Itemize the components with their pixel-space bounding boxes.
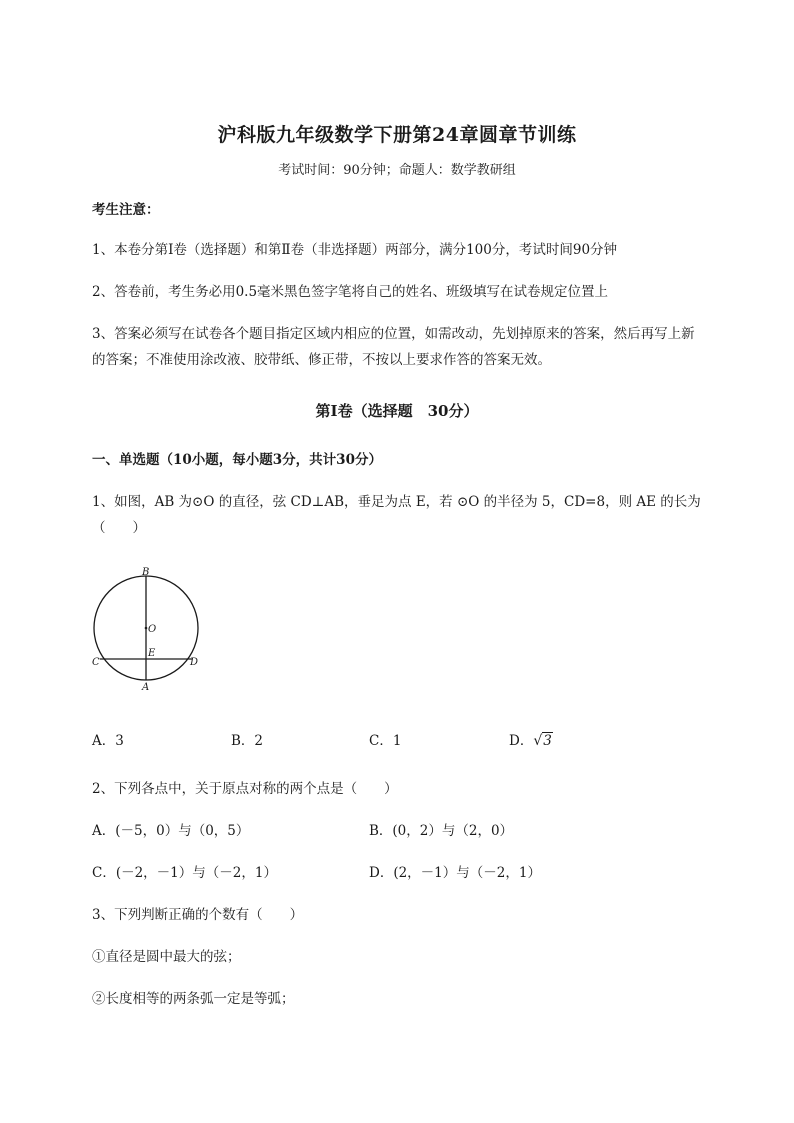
label-c: C — [92, 657, 100, 668]
section-title: 第I卷（选择题 30分） — [315, 402, 479, 420]
label-d: D — [190, 657, 199, 668]
q1-option-c: C．1 — [369, 733, 402, 749]
page-title: 沪科版九年级数学下册第24章圆章节训练 — [217, 124, 577, 146]
q3-statement-2: ②长度相等的两条弧一定是等弧； — [92, 991, 295, 1007]
center-point — [145, 627, 148, 630]
sqrt-radicand: 3 — [543, 733, 552, 749]
part-heading: 一、单选题（10小题，每小题3分，共计30分） — [92, 452, 382, 468]
q2-option-c: C．(－2，－1）与（－2，1） — [92, 865, 277, 881]
notice-item-2: 2、答卷前，考生务必用0.5毫米黑色签字笔将自己的姓名、班级填写在试卷规定位置上 — [92, 284, 609, 300]
q1-option-b: B．2 — [231, 733, 264, 749]
circle-diagram — [86, 565, 210, 695]
label-b: B — [142, 567, 150, 578]
question-1-paren: （ ） — [92, 520, 146, 536]
notice-item-3-line-2: 的答案；不准使用涂改液、胶带纸、修正带，不按以上要求作答的答案无效。 — [92, 352, 551, 368]
question-2-text: 2、下列各点中，关于原点对称的两个点是（ ） — [92, 781, 398, 797]
sqrt-symbol: √ — [533, 733, 543, 749]
label-a: A — [142, 682, 150, 693]
q2-option-a: A．(－5，0）与（0，5） — [92, 823, 250, 839]
notice-heading: 考生注意： — [92, 202, 160, 218]
q3-statement-1: ①直径是圆中最大的弦； — [92, 949, 241, 965]
question-3-text: 3、下列判断正确的个数有（ ） — [92, 907, 304, 923]
notice-item-1: 1、本卷分第I卷（选择题）和第Ⅱ卷（非选择题）两部分，满分100分，考试时间90分钟 — [92, 242, 618, 258]
q1-option-d — [509, 727, 553, 755]
label-o: O — [148, 624, 157, 635]
label-e: E — [148, 648, 156, 659]
question-1-text: 1、如图，AB 为⊙O 的直径，弦 CD⊥AB，垂足为点 E，若 ⊙O 的半径为 5，CD=8，则 AE 的长为 — [92, 494, 701, 510]
q2-option-b: B．(0，2）与（2，0） — [369, 823, 514, 839]
q1-option-d-prefix: D． — [509, 733, 534, 749]
q1-option-a: A．3 — [92, 733, 124, 749]
q2-option-d: D．(2，－1）与（－2，1） — [369, 865, 541, 881]
exam-info: 考试时间：90分钟；命题人：数学教研组 — [278, 163, 516, 178]
notice-item-3-line-1: 3、答案必须写在试卷各个题目指定区域内相应的位置，如需改动，先划掉原来的答案，然后再写上新 — [92, 326, 695, 342]
